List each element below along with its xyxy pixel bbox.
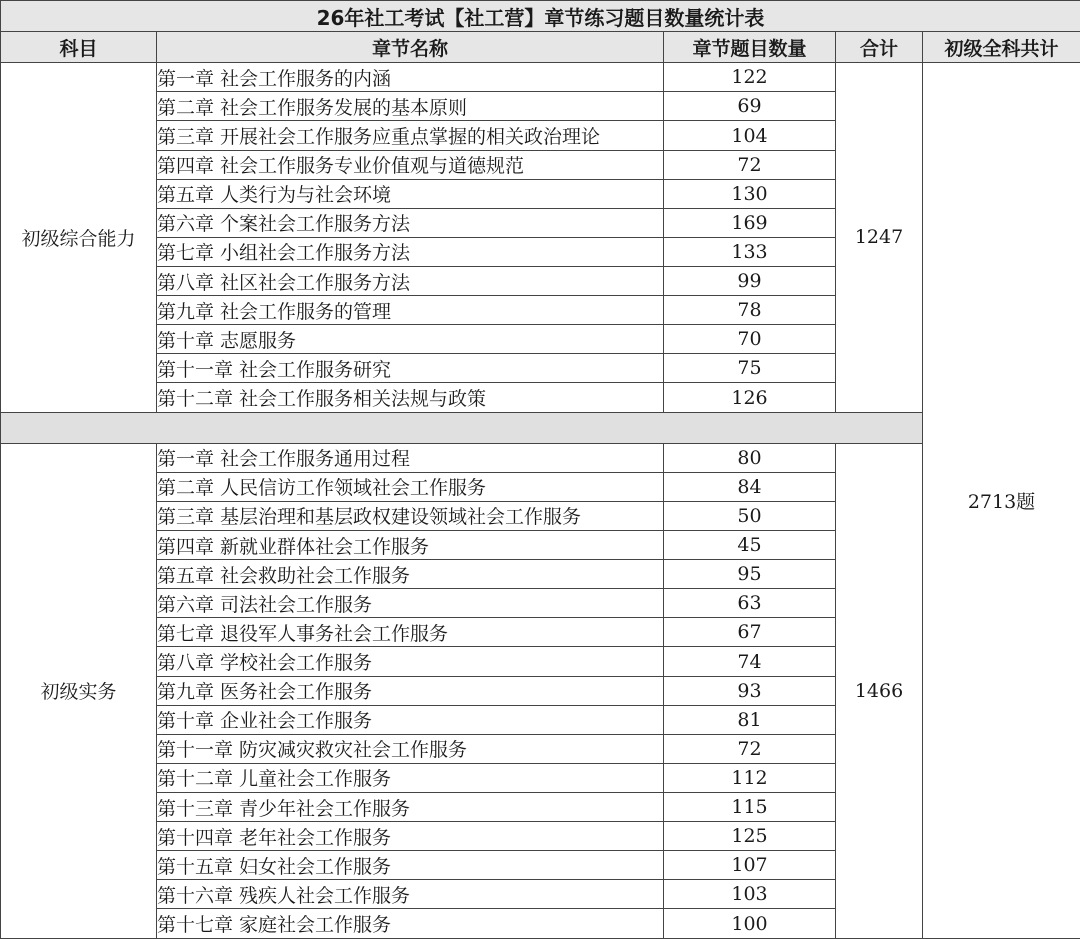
chapter-name-cell: 第十七章 家庭社会工作服务 xyxy=(157,909,664,939)
chapter-name-cell: 第十六章 残疾人社会工作服务 xyxy=(157,880,664,909)
header-grand-total: 初级全科共计 xyxy=(923,32,1080,63)
question-count-cell: 67 xyxy=(664,618,836,647)
question-count-cell: 72 xyxy=(664,734,836,763)
chapter-name-cell: 第八章 学校社会工作服务 xyxy=(157,647,664,676)
question-count-cell: 84 xyxy=(664,472,836,501)
question-count-cell: 104 xyxy=(664,121,836,150)
question-count-cell: 78 xyxy=(664,296,836,325)
table-title: 26年社工考试【社工营】章节练习题目数量统计表 xyxy=(1,1,1080,32)
chapter-name-cell: 第三章 基层治理和基层政权建设领域社会工作服务 xyxy=(157,501,664,530)
question-count-cell: 130 xyxy=(664,179,836,208)
chapter-name-cell: 第十四章 老年社会工作服务 xyxy=(157,822,664,851)
chapter-name-cell: 第二章 人民信访工作领域社会工作服务 xyxy=(157,472,664,501)
chapter-name-cell: 第七章 小组社会工作服务方法 xyxy=(157,237,664,266)
question-count-cell: 122 xyxy=(664,63,836,92)
question-count-cell: 95 xyxy=(664,560,836,589)
chapter-name-cell: 第六章 个案社会工作服务方法 xyxy=(157,208,664,237)
chapter-name-cell: 第十五章 妇女社会工作服务 xyxy=(157,851,664,880)
header-total: 合计 xyxy=(836,32,923,63)
title-row xyxy=(1,1,1080,32)
section-divider-cell xyxy=(1,412,923,443)
section-divider-row xyxy=(1,412,1080,443)
chapter-name-cell: 第四章 新就业群体社会工作服务 xyxy=(157,531,664,560)
question-count-cell: 63 xyxy=(664,589,836,618)
chapter-name-cell: 第七章 退役军人事务社会工作服务 xyxy=(157,618,664,647)
chapter-name-cell: 第十三章 青少年社会工作服务 xyxy=(157,793,664,822)
section-total-cell: 1466 xyxy=(836,443,923,938)
question-count-cell: 99 xyxy=(664,267,836,296)
question-count-cell: 107 xyxy=(664,851,836,880)
question-count-cell: 80 xyxy=(664,443,836,472)
chapter-name-cell: 第一章 社会工作服务的内涵 xyxy=(157,63,664,92)
question-count-cell: 115 xyxy=(664,793,836,822)
header-subject: 科目 xyxy=(1,32,157,63)
chapter-name-cell: 第一章 社会工作服务通用过程 xyxy=(157,443,664,472)
chapter-name-cell: 第三章 开展社会工作服务应重点掌握的相关政治理论 xyxy=(157,121,664,150)
table-body xyxy=(1,1,1080,939)
chapter-name-cell: 第十章 企业社会工作服务 xyxy=(157,705,664,734)
question-count-cell: 50 xyxy=(664,501,836,530)
grand-total-cell: 2713题 xyxy=(923,63,1080,939)
table-row xyxy=(1,63,1080,92)
chapter-name-cell: 第四章 社会工作服务专业价值观与道德规范 xyxy=(157,150,664,179)
subject-cell: 初级综合能力 xyxy=(1,63,157,412)
section-total-cell: 1247 xyxy=(836,63,923,412)
question-count-cell: 75 xyxy=(664,354,836,383)
subject-cell: 初级实务 xyxy=(1,443,157,938)
chapter-name-cell: 第九章 社会工作服务的管理 xyxy=(157,296,664,325)
chapter-name-cell: 第十章 志愿服务 xyxy=(157,325,664,354)
chapter-name-cell: 第五章 人类行为与社会环境 xyxy=(157,179,664,208)
question-count-cell: 69 xyxy=(664,92,836,121)
question-count-cell: 100 xyxy=(664,909,836,939)
question-count-cell: 133 xyxy=(664,237,836,266)
chapter-name-cell: 第六章 司法社会工作服务 xyxy=(157,589,664,618)
chapter-name-cell: 第十二章 儿童社会工作服务 xyxy=(157,763,664,792)
header-row xyxy=(1,32,1080,63)
question-count-cell: 74 xyxy=(664,647,836,676)
chapter-name-cell: 第九章 医务社会工作服务 xyxy=(157,676,664,705)
chapter-name-cell: 第八章 社区社会工作服务方法 xyxy=(157,267,664,296)
question-count-cell: 169 xyxy=(664,208,836,237)
question-count-cell: 72 xyxy=(664,150,836,179)
table-row xyxy=(1,443,1080,472)
question-count-cell: 70 xyxy=(664,325,836,354)
question-count-cell: 112 xyxy=(664,763,836,792)
question-count-cell: 81 xyxy=(664,705,836,734)
chapter-name-cell: 第二章 社会工作服务发展的基本原则 xyxy=(157,92,664,121)
chapter-name-cell: 第十一章 防灾减灾救灾社会工作服务 xyxy=(157,734,664,763)
question-count-cell: 103 xyxy=(664,880,836,909)
chapter-name-cell: 第十一章 社会工作服务研究 xyxy=(157,354,664,383)
header-count: 章节题目数量 xyxy=(664,32,836,63)
question-count-cell: 126 xyxy=(664,383,836,412)
question-count-cell: 125 xyxy=(664,822,836,851)
header-chapter: 章节名称 xyxy=(157,32,664,63)
question-count-cell: 45 xyxy=(664,531,836,560)
question-count-cell: 93 xyxy=(664,676,836,705)
chapter-name-cell: 第五章 社会救助社会工作服务 xyxy=(157,560,664,589)
chapter-name-cell: 第十二章 社会工作服务相关法规与政策 xyxy=(157,383,664,412)
